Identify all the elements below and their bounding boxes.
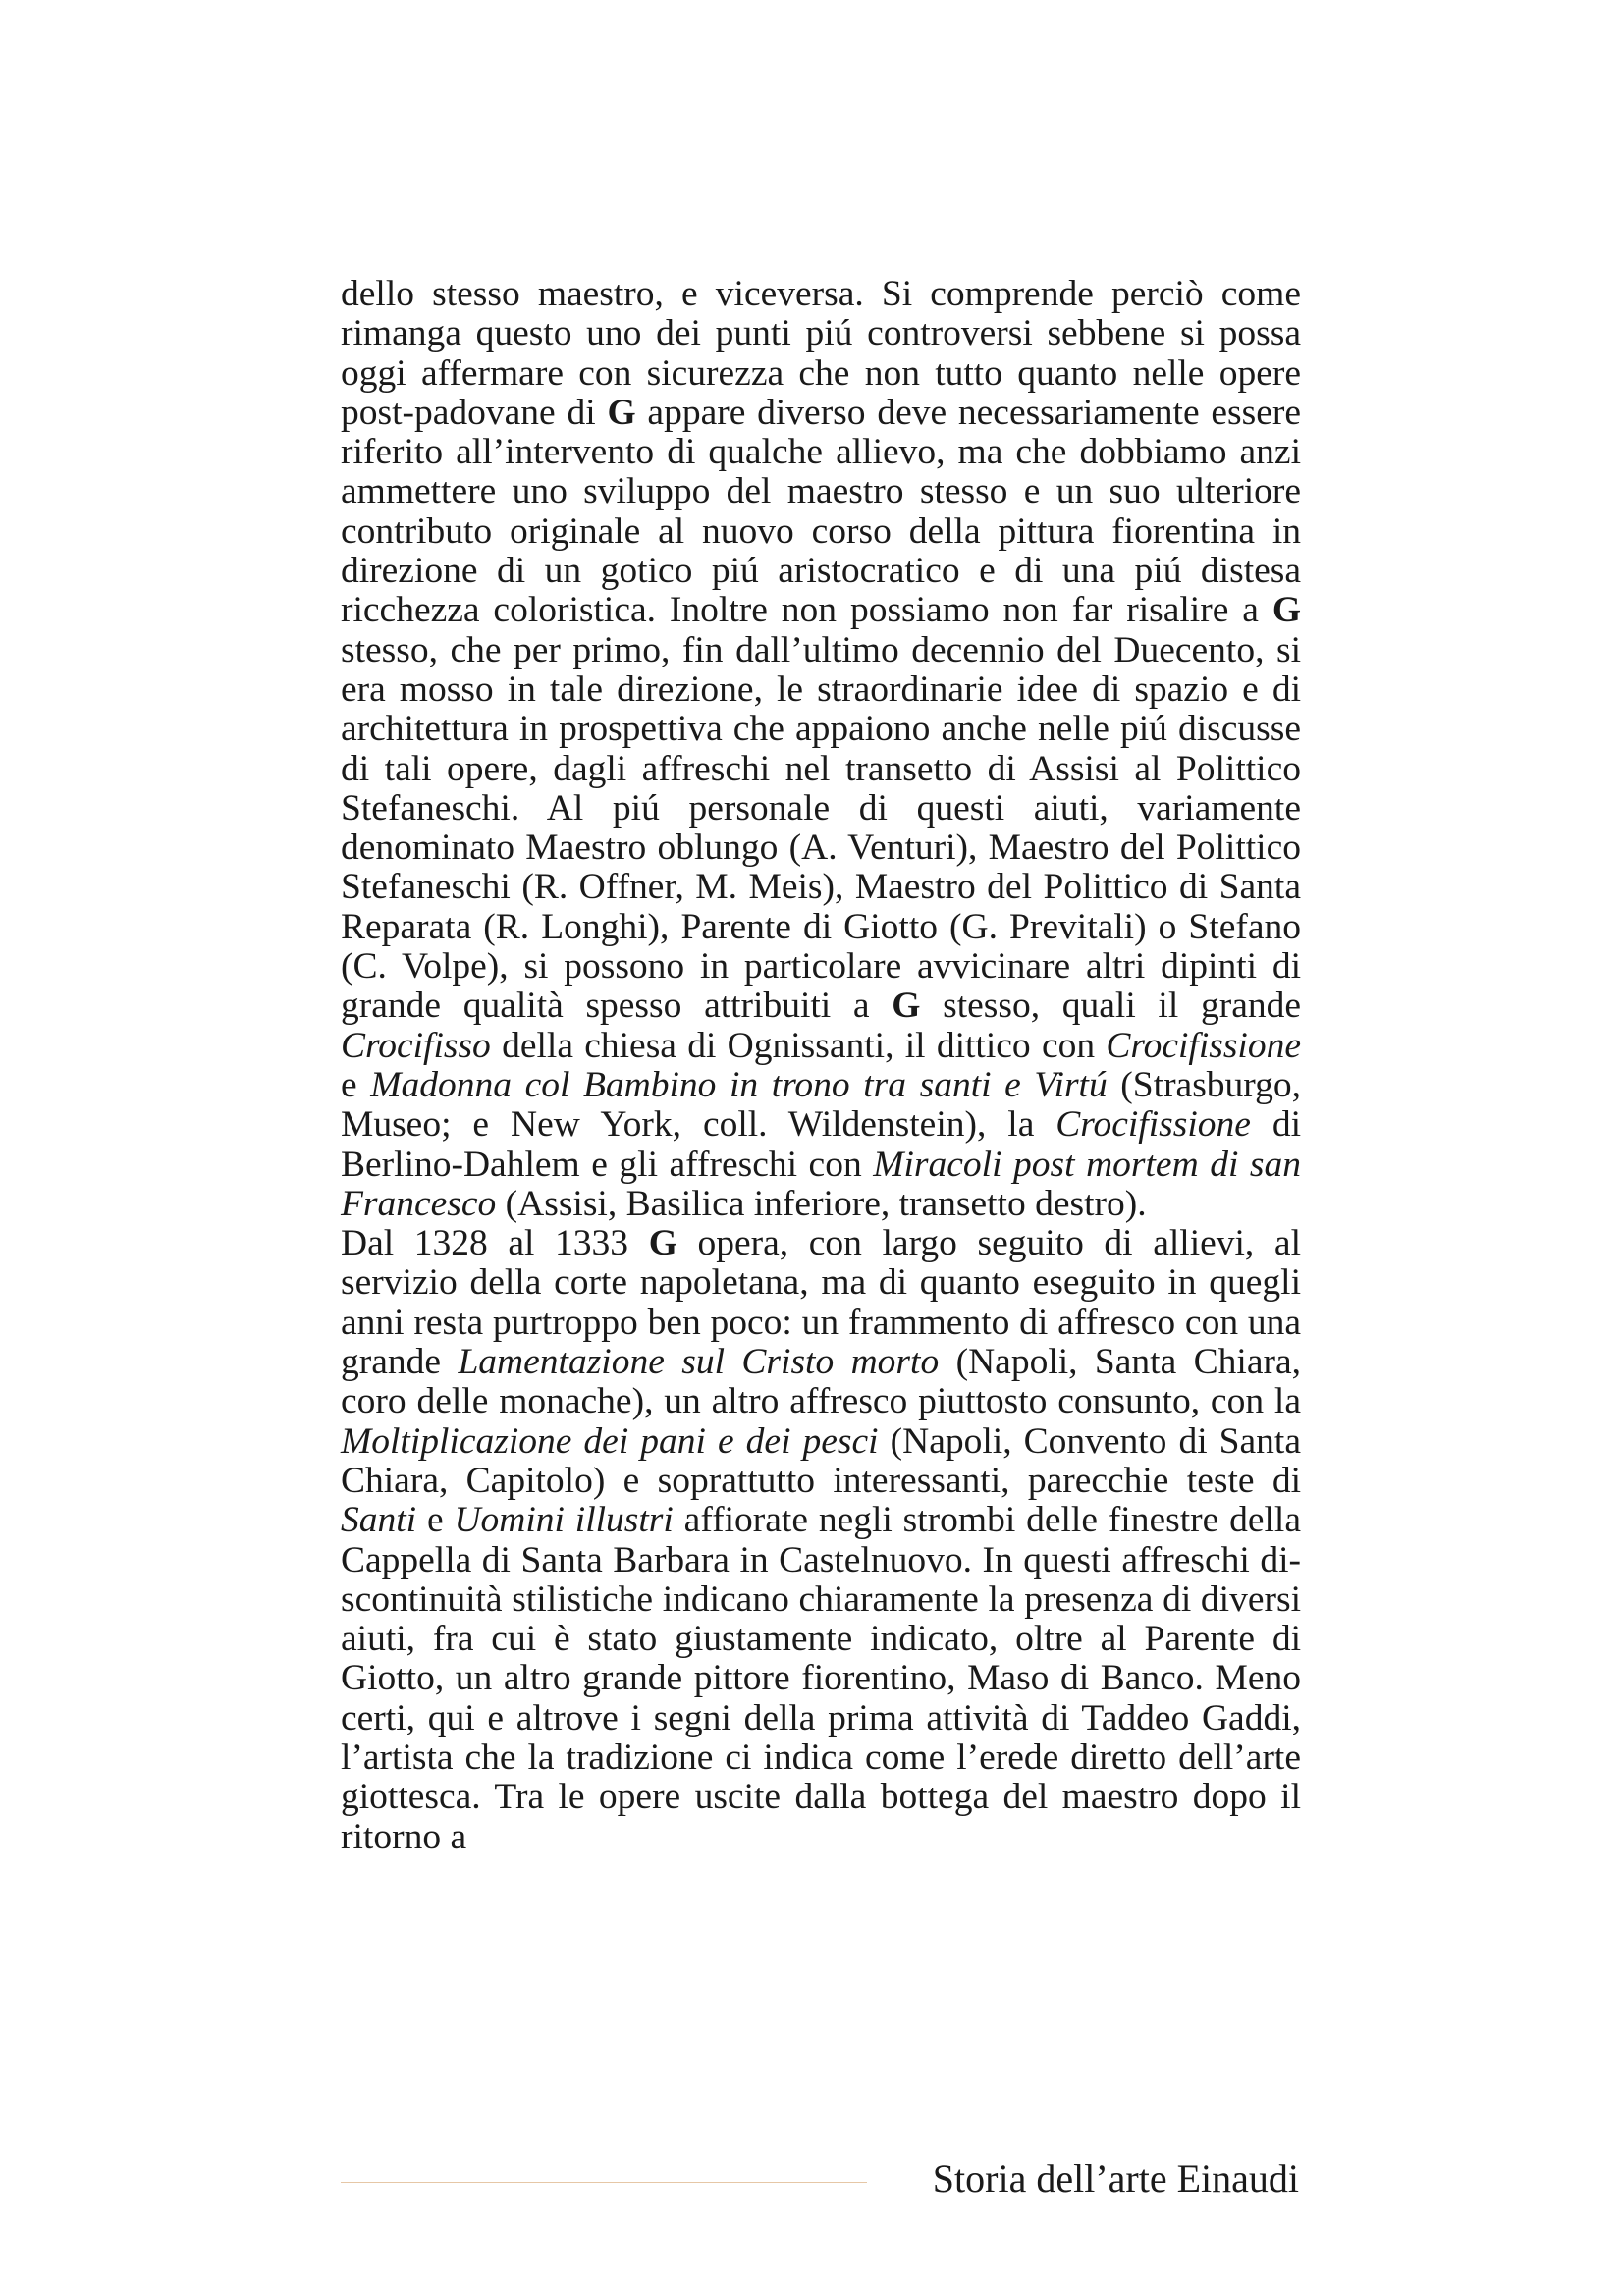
text-run: opera, con largo seguito di allievi, al servizio della corte napoletana, ma di quanto eseguito in quegli anni resta purtroppo ben poco: un frammento di affresco con una grande: [341, 1223, 1301, 1383]
body-text: [341, 275, 1301, 1857]
artwork-title: Madonna col Bambino in trono tra santi e Virtú: [370, 1064, 1108, 1105]
text-run: di Berlino-Dahlem e gli affreschi con: [341, 1104, 1301, 1185]
artwork-title: Lamentazione sul Cristo morto: [458, 1342, 940, 1383]
paragraph-1: [341, 275, 1301, 1224]
text-run: della chiesa di Ognissanti, il dittico con: [490, 1025, 1107, 1066]
text-run: (Napoli, Santa Chiara, coro delle monache), un altro affresco piuttosto consunto, con la: [341, 1342, 1301, 1422]
text-run: (Napoli, Convento di Santa Chiara, Capitolo) e soprattutto interessanti, parecchie teste di: [341, 1420, 1302, 1501]
subject-initial: G: [892, 986, 921, 1027]
artwork-title: Crocifissione: [1055, 1104, 1251, 1146]
artwork-title: Santi: [341, 1500, 417, 1541]
artwork-title: Miracoli post mortem di san Francesco: [341, 1144, 1301, 1224]
text-run: affiorate negli strombi delle finestre della Cappella di Santa Barbara in Castelnuovo. In questi affreschi discontinuità stilistiche indicano chiaramente la presenza di diversi aiuti, fra cui è stato giustamente indicato, oltre al Parente di Giotto, un altro grande pittore fiorentino, Maso di Banco. Meno certi, qui e altrove i segni della prima attività di Taddeo Gaddi, l’artista che la tradizione ci indica come l’erede diretto dell’arte giottesca. Tra le opere uscite dalla bottega del maestro dopo il ritorno a: [341, 1500, 1301, 1857]
text-run: e: [416, 1500, 455, 1541]
text-run: appare diverso deve necessariamente essere riferito all’intervento di qualche allievo, ma che dobbiamo anzi ammettere uno sviluppo del maestro stesso e un suo ulteriore contributo originale al nuovo corso della pittura fiorentina in direzione di un gotico piú aristocratico e di una piú distesa ricchezza coloristica. Inoltre non possiamo non far risalire a: [341, 392, 1302, 631]
footer-rule: [341, 2182, 867, 2183]
artwork-title: Moltiplicazione dei pani e dei pesci: [341, 1420, 879, 1462]
text-run: stesso, che per primo, fin dall’ultimo decennio del Duecento, si era mosso in tale direzione, le straordinarie idee di spazio e di architettura in prospettiva che appaiono anche nelle piú discusse di tali opere, dagli affreschi nel transetto di Assisi al Polittico Stefaneschi. Al piú personale di questi aiuti, variamente denominato Maestro oblungo (A. Venturi), Maestro del Polittico Stefaneschi (R. Offner, M. Meis), Maestro del Polittico di Santa Reparata (R. Longhi), Parente di Giotto (G. Previtali) o Stefano (C. Volpe), si possono in particolare avvicinare altri dipinti di grande qualità spesso attribuiti a: [341, 629, 1301, 1027]
text-run: (Strasburgo, Museo; e New York, coll. Wildenstein), la: [341, 1064, 1301, 1146]
footer-title: Storia dell’arte Einaudi: [932, 2157, 1299, 2201]
subject-initial: G: [607, 392, 636, 433]
text-run: Dal 1328 al 1333: [341, 1223, 649, 1264]
text-run: e: [341, 1064, 371, 1105]
artwork-title: Crocifissione: [1106, 1025, 1301, 1066]
artwork-title: Crocifisso: [341, 1025, 491, 1066]
text-run: dello stesso maestro, e viceversa. Si comprende perciò come rimanga questo uno dei punti piú controversi sebbene si possa oggi affermare con sicurezza che non tutto quanto nelle opere post-padovane di: [341, 274, 1301, 433]
paragraph-2: [341, 1224, 1301, 1857]
text-run: (Assisi, Basilica inferiore, transetto destro).: [496, 1183, 1147, 1224]
subject-initial: G: [1271, 590, 1301, 631]
subject-initial: G: [648, 1223, 677, 1264]
text-run: stesso, quali il grande: [920, 986, 1301, 1027]
artwork-title: Uomini illustri: [454, 1500, 674, 1541]
